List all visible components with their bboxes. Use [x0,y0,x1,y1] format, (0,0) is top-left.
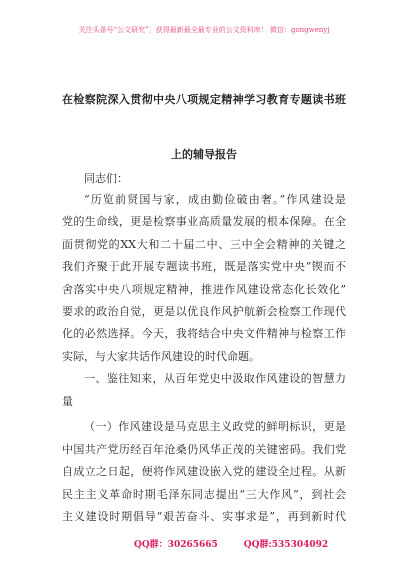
text-line: 化的必然选择。今天，我将结合中央文件精神与检察工作 [62,327,346,341]
heading-line: 量 [62,394,73,408]
text-line: 中国共产党历经百年沧桑仍风华正茂的关键密码。我们党 [62,442,346,456]
heading-line: 一、鉴往知来，从百年党史中汲取作风建设的智慧力 [84,372,346,386]
text-line: 实际，与大家共话作风建设的时代命题。 [62,349,260,363]
document-title-line-1: 在检察院深入贯彻中央八项规定精神学习教育专题读书班 [62,93,346,106]
paragraph-subsection-1 [62,416,346,528]
text-line: 面贯彻党的XX大和二十届二中、三中全会精神的关键之 [62,237,346,251]
text-line: 主义建设时期倡导“艰苦奋斗、实事求是”，再到新时代 [62,509,346,523]
text-line: （一）作风建设是马克思主义政党的鲜明标识，更是 [84,420,346,434]
section-heading-1 [62,368,346,413]
text-line: 自成立之日起，便将作风建设嵌入党的建设全过程。从新 [62,465,346,479]
text-line: 我们齐聚于此开展专题读书班，既是落实党中央“锲而不 [62,260,346,274]
paragraph-intro [62,189,346,368]
text-line: 党的生命线，更是检察事业高质量发展的根本保障。在全 [62,215,346,229]
text-line: 民主主义革命时期毛泽东同志提出“三大作风”，到社会 [62,487,346,501]
qq-group-2: QQ群:535304092 [243,540,329,550]
footer-contacts [134,538,328,552]
qq-group-1: QQ群：30265665 [134,540,218,550]
salutation: 同志们： [84,172,128,185]
text-line: 舍落实中央八项规定精神，推进作风建设常态化长效化” [62,282,346,296]
body-text [62,189,346,528]
document-title-line-2: 上的辅导报告 [171,148,237,161]
header-notice: 关注头条号“公文研究”，获得最新最全最专业的公文资料库！ 微信：gongwenyj [78,26,330,34]
text-line: “历览前贤国与家，成由勤俭破由奢。”作风建设是 [84,193,346,206]
text-line: 要求的政治自觉，更是以优良作风护航新会检察工作现代 [62,304,346,318]
